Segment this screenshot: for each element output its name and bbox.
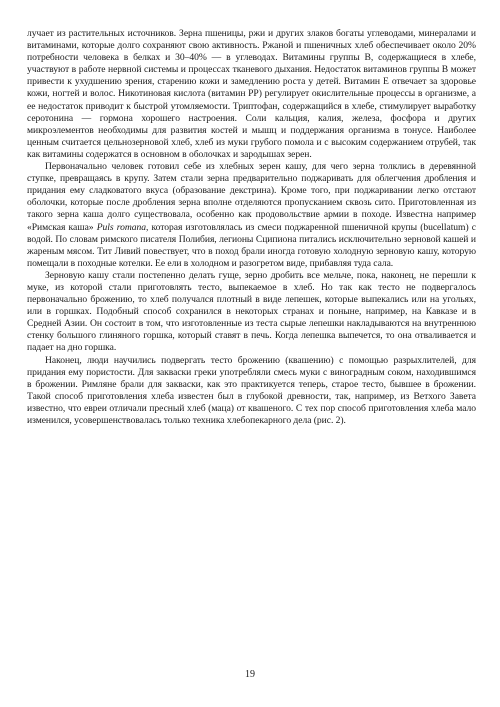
porridge-text-after: , которая изготовлялась из смеси поджаренной пшеничной крупы (bucellatum) с водой. По словам римского писателя Полибия, легионы Сципиона питались исключительно зерновой кашей и жареным мясом. Тит Ливий повествует, что в поход брали иногда готовую холодную зерновую кашу, которую помещали в походные котелки. Ее ели в холодном и разогретом виде, прибавляя туда сала. — [27, 221, 477, 269]
paragraph-porridge — [27, 161, 476, 270]
paragraph-vitamins: лучает из растительных источников. Зерна пшеницы, ржи и других злаков богаты углеводами, минералами и витаминами, которые долго сохраняют свою активность. Ржаной и пшеничных хлеб обеспечивает около 20% потребности человека в белках и 30–40% — в углеводах. Витамины группы В, содержащиеся в хлебе, участвуют в работе нервной системы и процессах тканевого дыхания. Недостаток витаминов группы В может привести к ухудшению зрения, старению кожи и замедлению роста у детей. Витамин Е отвечает за здоровье кожи, ногтей и волос. Никотиновая кислота (витамин РР) регулирует окислительные процессы в организме, а ее недостаток приводит к быстрой утомляемости. Триптофан, содержащийся в хлебе, стимулирует выработку серотонина — гормона хорошего настроения. Соли кальция, калия, железа, фосфора и других микроэлементов необходимы для развития костей и мышц и поддержания организма в тонусе. Наиболее ценным считается цельнозерновой хлеб, хлеб из муки грубого помола и с высоким содержанием отрубей, так как витамины содержатся в основном в оболочках и зародышах зерен. — [27, 28, 476, 160]
paragraph-fermentation: Наконец, люди научились подвергать тесто брожению (квашению) с помощью разрыхлителей, для придания ему пористости. Для закваски греки употребляли смесь муки с виноградным соком, находившимся в брожении. Римляне брали для закваски, как это практикуется теперь, старое тесто, бывшее в брожении. Такой способ приготовления хлеба известен был в глубокой древности, так, например, из Ветхого Завета известно, что евреи отличали пресный хлеб (маца) от квашеного. С тех пор способ приготовления хлеба мало изменился, усовершенствовалась только техника хлебопекарного дела (рис. 2). — [27, 354, 476, 426]
page-number: 19 — [245, 669, 255, 680]
document-body — [27, 28, 476, 427]
puls-romana-term: Puls romana — [96, 221, 146, 233]
porridge-text-before: Первоначально человек готовил себе из хлебных зерен кашу, для чего зерна толклись в деревянной ступке, превращаясь в крупу. Затем стали зерна предварительно поджаривать для облегчения дробления и придания ему сладковатого вкуса (образование декстрина). Кроме того, при поджаривании легко отстают оболочки, которые после дробления зерна вполне отделяются пропусканием сквозь сито. Приготовленная из такого зерна каша долго существовала, особенно как продовольствие армии в походе. Известна например «Римская каша» — [27, 161, 476, 233]
paragraph-flatbread: Зерновую кашу стали постепенно делать гуще, зерно дробить все мельче, пока, наконец, не перешли к муке, из которой стали приготовлять тесто, выпекаемое в хлеб. Но так как тесто не подвергалось первоначально брожению, то хлеб получался плотный в виде лепешек, которые выпекались или на угольях, или в горшках. Подобный способ сохранился в некоторых странах и поныне, например, на Кавказе и в Средней Азии. Он состоит в том, что изготовленные из теста сырые лепешки накладываются на внутреннюю стенку большого глиняного горшка, который ставят в печь. Когда лепешка выпечется, то она отваливается и падает на дно горшка. — [27, 269, 476, 354]
